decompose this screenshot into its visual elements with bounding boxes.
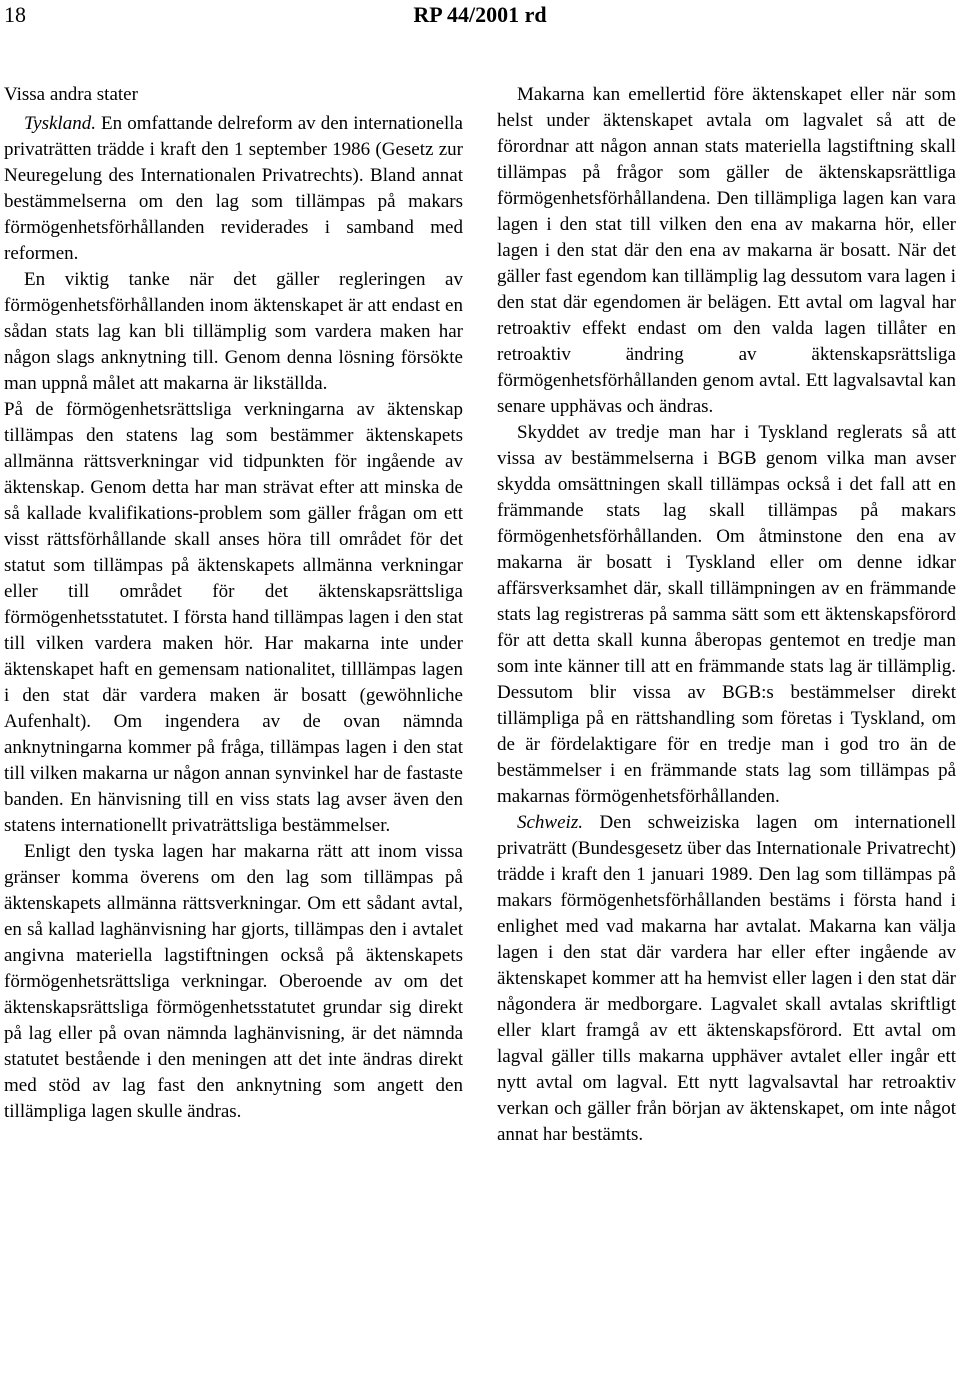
paragraph-third-party: Skyddet av tredje man har i Tyskland reglerats så att vissa av bestämmelserna i BGB genom vilka man avser skydda omsättningen skall tillämpas också i det fall att en främmande stats lag skall tillämpas på makars förmögenhetsförhållanden. Om åtminstone den ena av makarna är bosatt i Tyskland eller om denne idkar affärsverksamhet där, skall tillämpningen av en främmande stats lag registreras på samma sätt som ett äktenskapsförord för att detta skall kunna åberopas gentemot en tredje man som inte känner till att en främmande stats lag är tillämplig. Dessutom blir vissa av BGB:s bestämmelser direkt tillämpliga på en rättshandling som företas i Tyskland, om de är fördelaktigare för en tredje man i god tro än de bestämmelser i en främmande stats lag som tillämpas på makarnas förmögenhetsförhållanden. (497, 422, 956, 807)
paragraph-agreement: Enligt den tyska lagen har makarna rätt att inom vissa gränser komma överens om den lag som tillämpas på äktenskapets allmänna rättsverkningar. Om ett sådant avtal, en så kallad laghänvisning har gjorts, tillämpas den i avtalet angivna materiella lagstiftningen också på äktenskapets förmögenhetsrättsliga verkningar. Oberoende av om det äktenskapsrättsliga förmögenhetsstatutet grundar sig direkt på lag eller på ovan nämnda laghänvisning, är det nämnda statutet bestående i den meningen att det inte ändras direkt med stöd av lag fast den anknytning som angett den tillämpliga lagen skulle ändras. (4, 841, 463, 1122)
country-name-switzerland: Schweiz. (517, 812, 583, 833)
page-header (0, 0, 960, 40)
country-name-germany: Tyskland. (24, 113, 96, 134)
left-text-column (4, 82, 463, 1125)
paragraph-text: Den schweiziska lagen om internationell privaträtt (Bundesgesetz über das Internationale Privatrecht) trädde i kraft den 1 januari 1989. Den lag som tillämpas på makars förmögenhetsförhållanden bestäms i första hand i enlighet med vad makarna har avtalat. Makarna kan välja lagen i den stat där vardera har eller efter ingående av äktenskapet kommer att ha hemvist eller lagen i den stat där någondera är medborgare. Lagvalet skall avtalas skriftligt eller klart framgå av ett äktenskapsförord. Ett avtal om lagval gäller tills makarna upphäver avtalet eller ingår ett nytt avtal om lagval. Ett nytt lagvalsavtal har retroaktiv verkan och gäller från början av äktenskapet, om inte något annat har bestämts. (497, 812, 956, 1145)
page-number: 18 (4, 2, 26, 27)
paragraph-choice-of-law: Makarna kan emellertid före äktenskapet eller när som helst under äktenskapet avtala om lagvalet så att de förordnar att någon annan stats materiella lagstiftning skall tillämpas på frågor som gäller de äktenskapsrättliga förmögenhetsförhållandena. Den tillämpliga lagen kan vara lagen i den stat till vilken den ena av makarna hör, eller lagen i den stat där den ena av makarna är bosatt. När det gäller fast egendom kan tillämplig lag dessutom vara lagen i den stat där egendomen är belägen. Ett avtal om lagval har retroaktiv effekt endast om den valda lagen tillåter en retroaktiv ändring av äktenskapsrättsliga förmögenhetsförhållanden genom avtal. Ett lagvalsavtal kan senare upphävas och ändras. (497, 84, 956, 417)
section-subheading: Vissa andra stater (4, 84, 138, 105)
paragraph-equality: En viktig tanke när det gäller regleringen av förmögenhetsförhållanden inom äktenskapet är att endast en sådan stats lag kan bli tillämplig som vardera maken har någon slags anknytning till. Genom denna lösning försökte man uppnå målet att makarna är likställda. (4, 269, 463, 394)
paragraph-germany-intro (4, 111, 463, 267)
paragraph-property-effects: På de förmögenhetsrättsliga verkningarna av äktenskap tillämpas den statens lag som bestämmer äktenskapets allmänna rättsverkningar vid tidpunkten för ingående av äktenskap. Genom detta har man strävat efter att minska de så kallade kvalifikations-problem som gäller frågan om ett visst rättsförhållande skall anses höra till området för det statut som tillämpas på äktenskapets allmänna verkningar eller till området för det äktenskapsrättsliga förmögenhetsstatutet. I första hand tillämpas lagen i den stat till vilken vardera maken hör. Har makarna inte under äktenskapet haft en gemensam nationalitet, tilllämpas lagen i den stat där vardera maken är bosatt (gewöhnliche Aufenhalt). Om ingendera av de ovan nämnda anknytningarna kommer på fråga, tillämpas lagen i den stat till vilken makarna ur någon annan synvinkel har de fastaste banden. En hänvisning till en viss stats lag avser även den statens internationellt privaträttsliga bestämmelser. (4, 399, 463, 836)
document-identifier: RP 44/2001 rd (413, 2, 547, 27)
paragraph-switzerland (497, 810, 956, 1148)
paragraph-text: En omfattande delreform av den internationella privaträtten trädde i kraft den 1 september 1986 (Gesetz zur Neuregelung des Internationalen Privatrechts). Bland annat bestämmelserna om den lag som tillämpas på makars förmögenhetsförhållanden reviderades i samband med reformen. (4, 113, 463, 264)
right-text-column (497, 82, 956, 1148)
